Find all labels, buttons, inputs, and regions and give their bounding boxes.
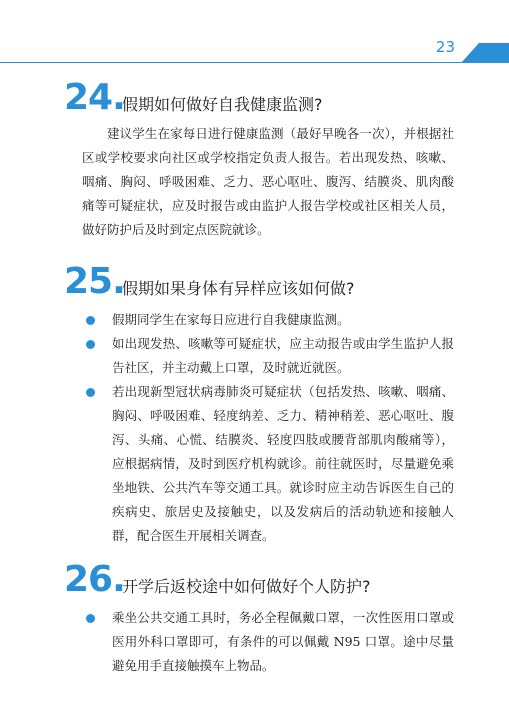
- list-item: [86, 332, 454, 380]
- question-title: 假期如何做好自我健康监测?: [122, 95, 323, 114]
- question-title: 假期如果身体有异样应该如何做?: [122, 279, 355, 298]
- section-25: [0, 261, 509, 543]
- bullet-dot-icon: [86, 614, 95, 623]
- section-heading: [0, 262, 509, 306]
- section-24: [0, 77, 509, 237]
- bullet-dot-icon: [86, 340, 95, 349]
- list-item: [86, 606, 454, 678]
- question-title: 开学后返校途中如何做好个人防护?: [122, 577, 371, 596]
- question-number: 26.: [64, 559, 125, 600]
- header-rule: [0, 62, 509, 63]
- header-tab-decoration: [461, 43, 509, 63]
- bullet-list: [86, 606, 454, 678]
- list-item-text: 如出现发热、咳嗽等可疑症状，应主动报告或由学生监护人报告社区，并主动戴上口罩，及时就近就医。: [112, 336, 454, 375]
- bullet-list: [86, 308, 454, 548]
- page-number: 23: [435, 38, 455, 56]
- question-number: 24.: [64, 77, 125, 118]
- list-item: [86, 380, 454, 548]
- list-item-text: 假期同学生在家每日应进行自我健康监测。: [112, 312, 350, 327]
- section-paragraph: 建议学生在家每日进行健康监测（最好早晚各一次），并根据社区或学校要求向社区或学校指定负责人报告。若出现发热、咳嗽、咽痛、胸闷、呼吸困难、乏力、恶心呕吐、腹泻、结膜炎、肌肉酸痛等可疑症状，应及时报告或由监护人报告学校或社区相关人员，做好防护后及时到定点医院就诊。: [82, 126, 454, 237]
- list-item-text: 若出现新型冠状病毒肺炎可疑症状（包括发热、咳嗽、咽痛、胸闷、呼吸困难、轻度纳差、乏力、精神稍差、恶心呕吐、腹泻、头痛、心慌、结膜炎、轻度四肢或腰背部肌肉酸痛等），应根据病情，及时到医疗机构就诊。前往就医时，尽量避免乘坐地铁、公共汽车等交通工具。就诊时应主动告诉医生自己的疾病史、旅居史及接触史，以及发病后的活动轨迹和接触人群，配合医生开展相关调查。: [112, 384, 454, 543]
- question-number: 25.: [64, 261, 125, 302]
- bullet-dot-icon: [86, 388, 95, 397]
- section-heading: [0, 78, 509, 122]
- list-item: [86, 308, 454, 332]
- section-26: [0, 559, 509, 673]
- section-heading: [0, 560, 509, 604]
- list-item-text: 乘坐公共交通工具时，务必全程佩戴口罩，一次性医用口罩或医用外科口罩即可，有条件的可以佩戴 N95 口罩。途中尽量避免用手直接触摸车上物品。: [112, 610, 454, 673]
- bullet-dot-icon: [86, 316, 95, 325]
- page-header: [0, 38, 509, 64]
